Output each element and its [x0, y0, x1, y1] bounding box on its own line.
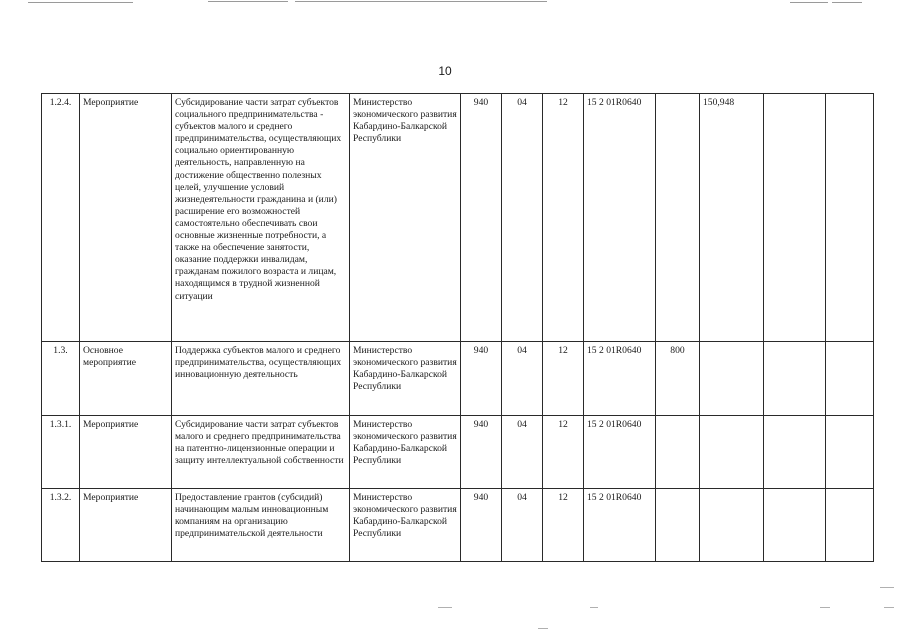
row-status: Основное мероприятие	[80, 342, 172, 416]
row-status: Мероприятие	[80, 416, 172, 489]
row-csr: 15 2 01R0640	[584, 416, 656, 489]
row-pr: 12	[543, 489, 584, 562]
budget-table	[41, 93, 874, 562]
row-csr: 15 2 01R0640	[584, 94, 656, 342]
row-pr: 12	[543, 94, 584, 342]
table-row	[42, 342, 874, 416]
scan-artifact-bottom-5	[884, 607, 894, 608]
row-vr	[656, 94, 700, 342]
scan-artifact-bottom-1	[438, 607, 452, 608]
row-name: Поддержка субъектов малого и среднего предпринимательства, осуществляющих инновационную деятельность	[172, 342, 350, 416]
scan-artifact-bottom-6	[538, 628, 548, 629]
row-csr: 15 2 01R0640	[584, 342, 656, 416]
row-number: 1.2.4.	[42, 94, 80, 342]
row-year-3	[826, 342, 874, 416]
row-number: 1.3.	[42, 342, 80, 416]
row-executor: Министерство экономического развития Кабардино-Балкарской Республики	[350, 416, 461, 489]
row-name: Предоставление грантов (субсидий) начинающим малым инновационным компаниям на организацию предпринимательской деятельности	[172, 489, 350, 562]
row-year-2	[764, 342, 826, 416]
scan-artifact-top-mid	[208, 1, 288, 2]
row-year-3	[826, 489, 874, 562]
scan-artifact-top-right-2	[832, 2, 862, 3]
row-year-1	[700, 342, 764, 416]
row-vr	[656, 416, 700, 489]
row-year-3	[826, 94, 874, 342]
row-status: Мероприятие	[80, 489, 172, 562]
row-rz: 04	[502, 489, 543, 562]
row-grbs: 940	[461, 342, 502, 416]
scan-artifact-top-left	[28, 2, 133, 3]
table-row	[42, 416, 874, 489]
row-grbs: 940	[461, 416, 502, 489]
row-grbs: 940	[461, 489, 502, 562]
row-year-2	[764, 489, 826, 562]
row-name: Субсидирование части затрат субъектов социального предпринимательства - субъектов малого и среднего предпринимательства, осуществляющих социально ориентированную деятельность, направленную на достижение общественно полезных целей, улучшение условий жизнедеятельности гражданина и (или) расширение его возможностей самостоятельно обеспечивать свои основные жизненные потребности, а также на обеспечение занятости, оказание поддержки инвалидам, гражданам пожилого возраста и лицам, находящимся в трудной жизненной ситуации	[172, 94, 350, 342]
row-rz: 04	[502, 342, 543, 416]
row-vr: 800	[656, 342, 700, 416]
scan-artifact-bottom-4	[880, 587, 894, 588]
row-executor: Министерство экономического развития Кабардино-Балкарской Республики	[350, 489, 461, 562]
row-name: Субсидирование части затрат субъектов малого и среднего предпринимательства на патентно-лицензионные операции и защиту интеллектуальной собственности	[172, 416, 350, 489]
row-year-1: 150,948	[700, 94, 764, 342]
row-year-2	[764, 94, 826, 342]
table-row	[42, 489, 874, 562]
row-year-1	[700, 489, 764, 562]
row-rz: 04	[502, 94, 543, 342]
row-rz: 04	[502, 416, 543, 489]
scan-artifact-top-right	[790, 2, 828, 3]
page-number: 10	[438, 64, 452, 78]
row-pr: 12	[543, 416, 584, 489]
row-executor: Министерство экономического развития Кабардино-Балкарской Республики	[350, 342, 461, 416]
table-row	[42, 94, 874, 342]
row-csr: 15 2 01R0640	[584, 489, 656, 562]
row-year-3	[826, 416, 874, 489]
row-status: Мероприятие	[80, 94, 172, 342]
row-year-1	[700, 416, 764, 489]
row-number: 1.3.2.	[42, 489, 80, 562]
scan-artifact-bottom-3	[820, 607, 830, 608]
row-grbs: 940	[461, 94, 502, 342]
row-year-2	[764, 416, 826, 489]
scan-artifact-top-mid-2	[295, 1, 547, 2]
row-number: 1.3.1.	[42, 416, 80, 489]
row-pr: 12	[543, 342, 584, 416]
row-vr	[656, 489, 700, 562]
row-executor: Министерство экономического развития Кабардино-Балкарской Республики	[350, 94, 461, 342]
scan-artifact-bottom-2	[590, 607, 598, 608]
